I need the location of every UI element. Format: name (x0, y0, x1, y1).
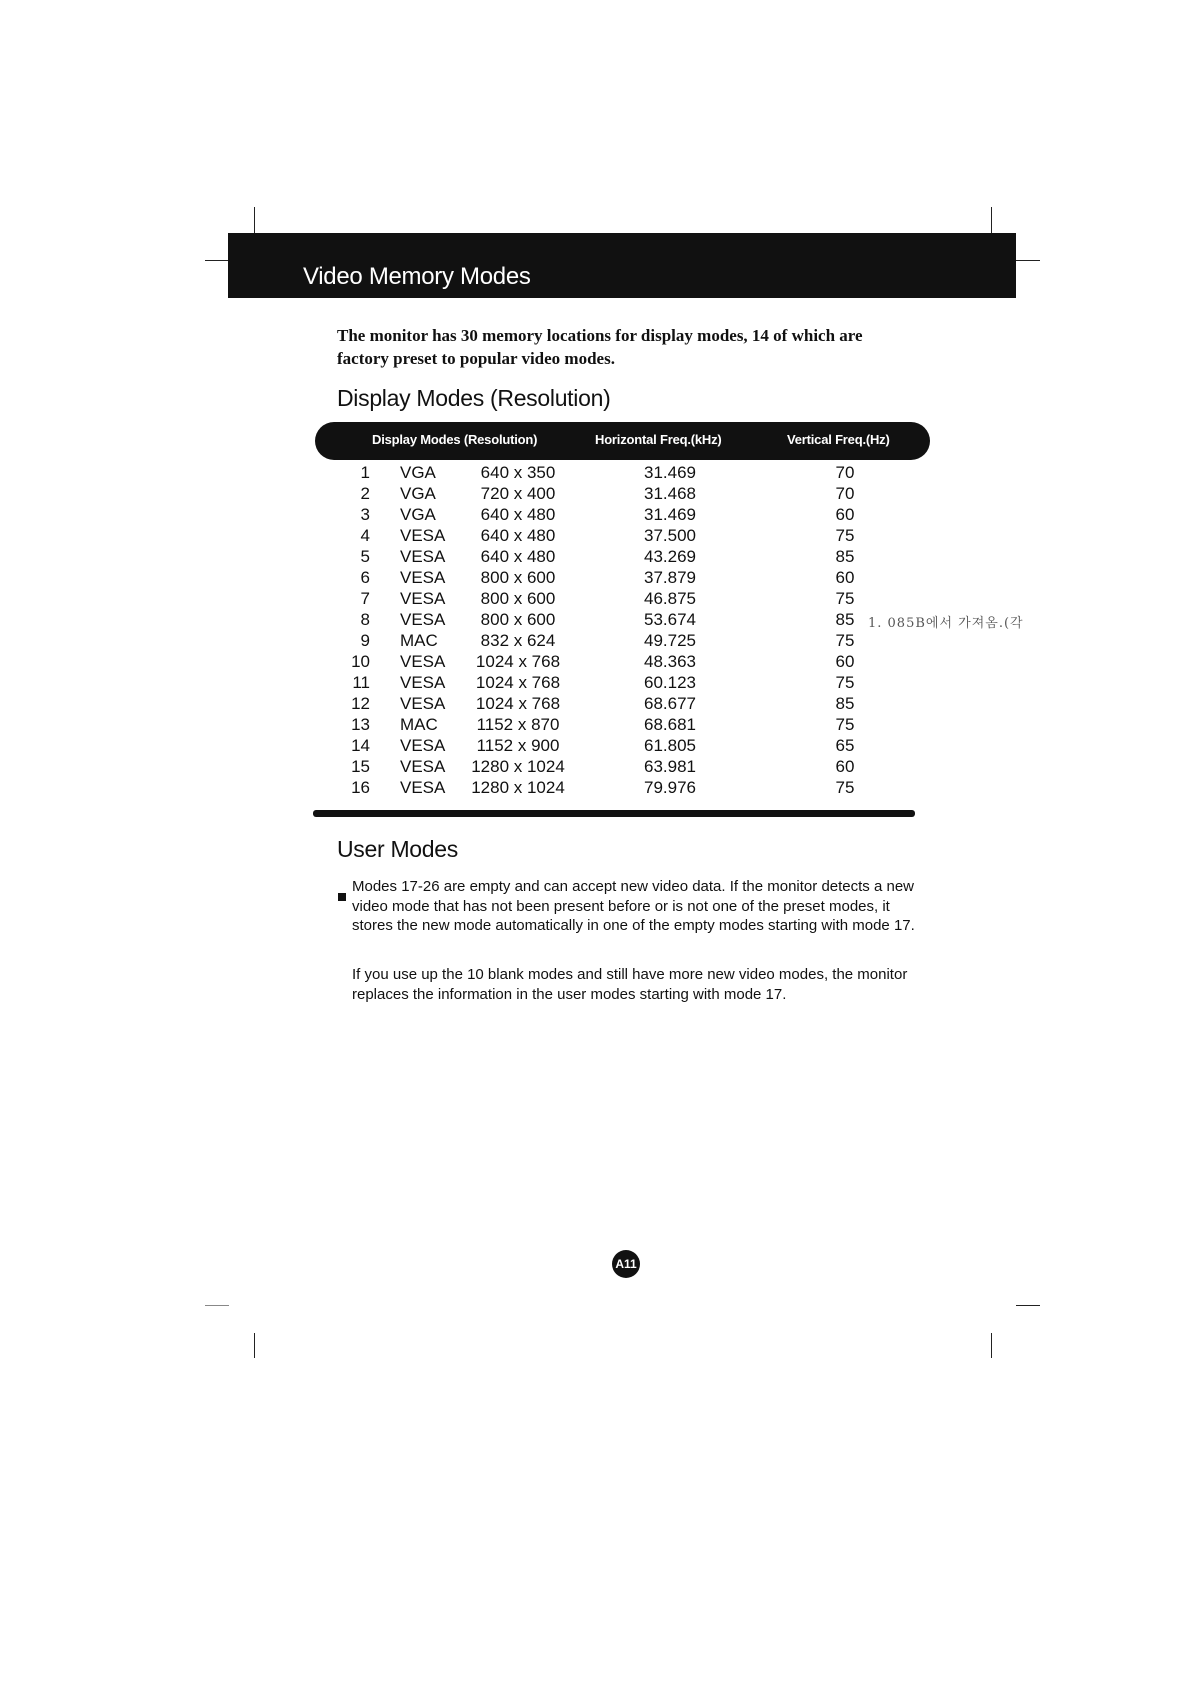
page-number-badge: A11 (612, 1250, 640, 1278)
mode-number: 2 (360, 484, 370, 503)
mode-standard: VESA (400, 568, 446, 587)
mode-standard: VESA (400, 673, 446, 692)
mode-vertical-freq: 85 (835, 694, 855, 713)
mode-resolution: 800 x 600 (480, 610, 556, 629)
mode-vertical-freq: 60 (835, 757, 855, 776)
table-row (0, 547, 1190, 568)
mode-horizontal-freq: 43.269 (644, 547, 696, 566)
table-row (0, 715, 1190, 736)
bullet-icon (338, 893, 346, 901)
mode-horizontal-freq: 68.677 (644, 694, 696, 713)
mode-resolution: 1024 x 768 (475, 694, 561, 713)
mode-vertical-freq: 75 (835, 673, 855, 692)
table-row (0, 631, 1190, 652)
mode-standard: VESA (400, 736, 446, 755)
mode-resolution: 720 x 400 (480, 484, 556, 503)
table-row (0, 673, 1190, 694)
crop-mark-bottom-left (254, 1333, 255, 1358)
mode-number: 13 (351, 715, 370, 734)
crop-mark-bottom-left-h (205, 1305, 229, 1306)
mode-horizontal-freq: 31.469 (644, 505, 696, 524)
table-row (0, 778, 1190, 799)
table-row (0, 757, 1190, 778)
mode-standard: VGA (400, 463, 436, 482)
mode-standard: VESA (400, 589, 446, 608)
mode-horizontal-freq: 79.976 (644, 778, 696, 797)
display-modes-heading: Display Modes (Resolution) (337, 385, 611, 411)
mode-resolution: 1280 x 1024 (471, 778, 565, 797)
mode-number: 7 (360, 589, 370, 608)
mode-resolution: 640 x 480 (480, 547, 556, 566)
mode-vertical-freq: 70 (835, 463, 855, 482)
mode-number: 16 (351, 778, 370, 797)
mode-horizontal-freq: 61.805 (644, 736, 696, 755)
crop-mark-top-right-h (1016, 260, 1040, 261)
mode-standard: VESA (400, 652, 446, 671)
mode-horizontal-freq: 46.875 (644, 589, 696, 608)
user-modes-heading: User Modes (337, 836, 458, 862)
crop-mark-top-left-h (205, 260, 229, 261)
mode-standard: VESA (400, 526, 446, 545)
mode-vertical-freq: 65 (835, 736, 855, 755)
mode-number: 3 (360, 505, 370, 524)
mode-number: 11 (352, 673, 370, 692)
mode-vertical-freq: 60 (835, 505, 855, 524)
mode-number: 6 (360, 568, 370, 587)
page-title-bar (228, 233, 1016, 298)
crop-mark-top-left (254, 207, 255, 234)
mode-horizontal-freq: 53.674 (644, 610, 696, 629)
mode-horizontal-freq: 37.500 (644, 526, 696, 545)
table-row (0, 526, 1190, 547)
column-header-mode: Display Modes (Resolution) (372, 432, 538, 447)
mode-resolution: 1152 x 900 (476, 736, 560, 755)
mode-horizontal-freq: 63.981 (644, 757, 696, 776)
mode-standard: VESA (400, 757, 446, 776)
mode-vertical-freq: 85 (835, 610, 855, 629)
mode-standard: MAC (400, 631, 438, 650)
mode-horizontal-freq: 31.468 (644, 484, 696, 503)
mode-standard: VESA (400, 778, 446, 797)
mode-number: 15 (351, 757, 370, 776)
mode-vertical-freq: 60 (835, 652, 855, 671)
mode-vertical-freq: 60 (835, 568, 855, 587)
table-row (0, 505, 1190, 526)
mode-horizontal-freq: 49.725 (644, 631, 696, 650)
mode-resolution: 800 x 600 (480, 568, 556, 587)
crop-mark-bottom-right (991, 1333, 992, 1358)
table-row (0, 694, 1190, 715)
table-bottom-rule (313, 810, 915, 817)
mode-resolution: 1024 x 768 (475, 652, 561, 671)
table-row (0, 568, 1190, 589)
table-row (0, 484, 1190, 505)
mode-vertical-freq: 75 (835, 589, 855, 608)
column-header-horizontal: Horizontal Freq.(kHz) (595, 432, 722, 447)
mode-horizontal-freq: 68.681 (644, 715, 696, 734)
mode-horizontal-freq: 37.879 (644, 568, 696, 587)
mode-standard: VESA (400, 610, 446, 629)
mode-number: 9 (360, 631, 370, 650)
mode-number: 5 (360, 547, 370, 566)
mode-horizontal-freq: 60.123 (644, 673, 696, 692)
mode-resolution: 1280 x 1024 (471, 757, 565, 776)
mode-resolution: 1152 x 870 (476, 715, 560, 734)
table-row (0, 589, 1190, 610)
crop-mark-top-right (991, 207, 992, 234)
table-row (0, 736, 1190, 757)
mode-standard: MAC (400, 715, 438, 734)
mode-number: 1 (360, 463, 370, 482)
mode-resolution: 800 x 600 (480, 589, 556, 608)
mode-number: 8 (360, 610, 370, 629)
mode-number: 12 (351, 694, 370, 713)
table-row (0, 463, 1190, 484)
mode-resolution: 640 x 350 (480, 463, 556, 482)
mode-resolution: 1024 x 768 (475, 673, 561, 692)
modes-table-header (315, 422, 930, 460)
mode-vertical-freq: 75 (835, 631, 855, 650)
mode-standard: VGA (400, 505, 436, 524)
mode-vertical-freq: 85 (835, 547, 855, 566)
mode-horizontal-freq: 31.469 (644, 463, 696, 482)
mode-standard: VESA (400, 547, 446, 566)
mode-vertical-freq: 75 (835, 526, 855, 545)
page-title: Video Memory Modes (303, 263, 531, 290)
mode-resolution: 832 x 624 (480, 631, 556, 650)
mode-horizontal-freq: 48.363 (644, 652, 696, 671)
crop-mark-bottom-right-h (1016, 1305, 1040, 1306)
mode-standard: VGA (400, 484, 436, 503)
user-modes-paragraph-2: If you use up the 10 blank modes and still have more new video modes, the monitor replaces the information in the user modes starting with mode 17. (352, 966, 908, 1003)
mode-vertical-freq: 70 (835, 484, 855, 503)
mode-number: 4 (360, 526, 370, 545)
mode-standard: VESA (400, 694, 446, 713)
mode-vertical-freq: 75 (835, 715, 855, 734)
mode-resolution: 640 x 480 (480, 505, 556, 524)
mode-vertical-freq: 75 (835, 778, 855, 797)
mode-resolution: 640 x 480 (480, 526, 556, 545)
user-modes-paragraph-1: Modes 17-26 are empty and can accept new video data. If the monitor detects a new video mode that has not been present before or is not one of the preset modes, it stores the new mode automatically in one of the empty modes starting with mode 17. (352, 878, 915, 934)
mode-number: 10 (351, 652, 370, 671)
column-header-vertical: Vertical Freq.(Hz) (787, 432, 890, 447)
mode-number: 14 (351, 736, 370, 755)
table-row (0, 652, 1190, 673)
margin-annotation: 1. 085B에서 가져옴.(각 (868, 616, 1024, 631)
intro-paragraph: The monitor has 30 memory locations for display modes, 14 of which are factory preset to popular video modes. (337, 326, 863, 368)
